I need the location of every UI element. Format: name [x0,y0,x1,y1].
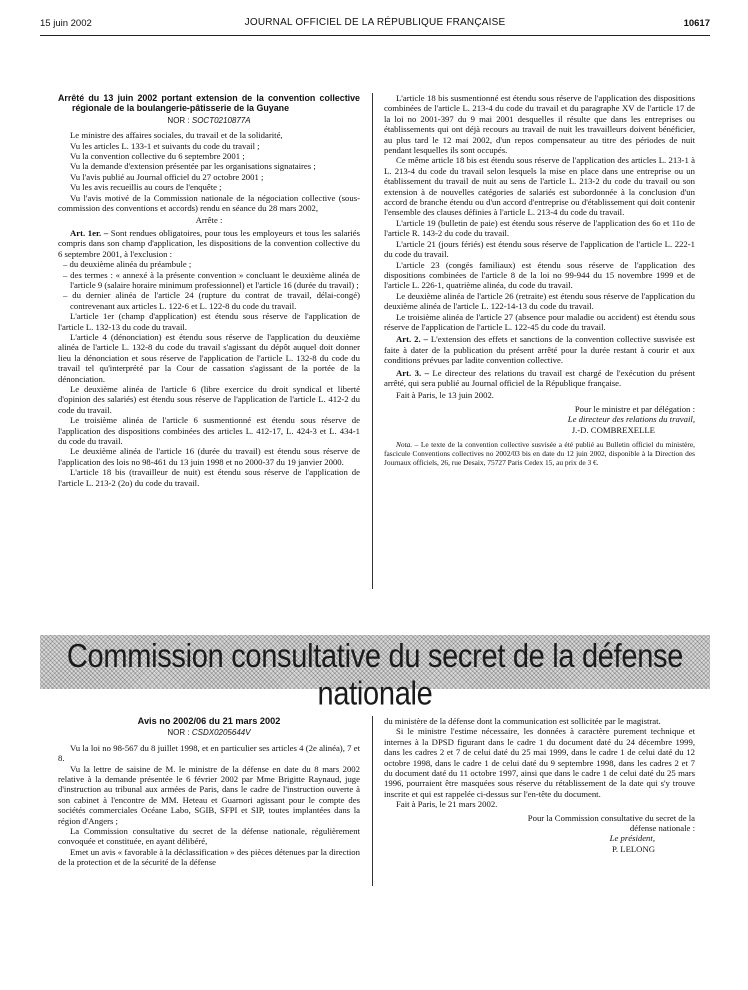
done-at: Fait à Paris, le 21 mars 2002. [396,799,498,810]
article-2: Art. 2. – L'extension des effets et sanctions de la convention collective susvisée est faite à dater de la publication du présent arrêté pour la durée restant à courir et aux conditions prévues par ladite convention collective. [384,334,696,366]
paragraph: L'article 4 (dénonciation) est étendu sous réserve de l'application du deuxième alinéa de l'article L. 132-8 du code du travail s'agissant du dépôt auquel doit donner lieu la dénonciation et sous réserve de l'application de l'article L. 132-8 du code du travail tel qu'interprété par la Cour de cassation s'agissant de la portée de la dénonciation. [58,331,360,384]
nota: Nota. – Le texte de la convention collective susvisée a été publié au Bulletin officiel du ministère, fascicule Conventions collectives no 2002/03 bis en date du 12 juin 2002, disponible à la Direction des Journaux officiels, 26, rue Desaix, 75727 Paris Cedex 15, au prix de 3 €. [384,440,695,467]
paragraph: Emet un avis « favorable à la déclassification » des pièces détenues par la direction de la protection et de la sécurité de la défense [58,846,360,868]
arrete-nor: NOR : SOCT0210877A [167,115,251,125]
avis-left-column [58,716,360,868]
done-at: Fait à Paris, le 13 juin 2002. [396,390,494,401]
paragraph: Vu la lettre de saisine de M. le ministre de la défense en date du 8 mars 2002 relative à la demande présentée le 6 février 2002 par Mme Brigitte Raynaud, juge d'instruction au tribunal aux armées de Paris, dans le cadre de l'instruction ouverte à son cabinet à l'encontre de MM. Heteau et Guarnori agissant pour le compte des sociétés commerciales Océane Labo, SGIB, SFPI et SIP, toutes implantées dans la région d'Angers ; [58,763,360,826]
article-1-item: – du dernier alinéa de l'article 24 (rupture du contrat de travail, délai-congé) contrevenant aux articles L. 122-6 et L. 122-8 du code du travail. [63,290,360,311]
avis-right-column [384,716,695,854]
avis-title: Avis no 2002/06 du 21 mars 2002 [137,716,281,726]
header-rule [40,35,710,36]
intro-line: Vu les articles L. 133-1 et suivants du code du travail ; [70,140,260,151]
signature-title: Le président, [609,833,655,844]
article-1-item: – du deuxième alinéa du préambule ; [63,259,192,270]
paragraph: du ministère de la défense dont la communication est sollicitée par le magistrat. [384,716,661,726]
signature-name: P. LELONG [612,843,655,854]
paragraph: L'article 18 bis (travailleur de nuit) est étendu sous réserve de l'application de l'article L. 213-2 (2o) du code du travail. [58,467,360,488]
commission-banner-title: Commission consultative du secret de la défense nationale [66,638,684,713]
intro-line: Vu l'avis publié au Journal officiel du 27 octobre 2001 ; [70,171,264,182]
paragraph: L'article 1er (champ d'application) est étendu sous réserve de l'application de l'article L. 132-13 du code du travail. [58,311,360,332]
signature-for: Pour la Commission consultative du secret de la défense nationale : [527,812,695,834]
intro-line: Vu la demande d'extension présentée par les organisations signataires ; [70,161,316,172]
commission-banner [40,635,710,713]
header-journal-title: JOURNAL OFFICIEL DE LA RÉPUBLIQUE FRANÇAISE [244,17,506,28]
paragraph: Le deuxième alinéa de l'article 26 (retraite) est étendu sous réserve de l'application du deuxième alinéa de l'article L. 122-14-13 du code du travail. [384,290,695,312]
paragraph: Si le ministre l'estime nécessaire, les données à caractère purement technique et internes à la DPSD figurant dans le cadre 1 du document daté du 24 décembre 1999, dans les cadres 2 et 7 de celui daté du 25 mai 1999, dans le cadre 1 de celui daté du 12 octobre 1998, dans le cadre 1 de celui daté du 9 septembre 1998, dans les cadres 2 et 7 du document daté du 11 octobre 1997, ainsi que dans le cadre 1 de celui daté du 25 mars 1996, pourraient être masquées sous réserve du rétablissement de la date qui s'y trouve inscrite et qui est rappelée ci-dessus sur l'en-tête du document. [384,726,695,799]
paragraph: Le troisième alinéa de l'article 27 (absence pour maladie ou accident) est étendu sous réserve de l'application de l'article L. 122-45 du code du travail. [384,311,695,332]
article-1: Art. 1er. – Sont rendues obligatoires, pour tous les employeurs et tous les salariés compris dans son champ d'application, les dispositions de la convention collective du 6 septembre 2001, à l'exclusion : [58,227,361,259]
article-1-item: – des termes : « annexé à la présente convention » concluant le deuxième alinéa de l'article 9 (salaire horaire minimum professionnel) et l'article 16 (durée du travail) ; [63,269,360,290]
article-3: Art. 3. – Le directeur des relations du travail est chargé de l'exécution du présent arrêté, qui sera publié au Journal officiel de la République française. [384,367,695,388]
intro-line: Vu la convention collective du 6 septembre 2001 ; [70,151,245,162]
paragraph: Vu la loi no 98-567 du 8 juillet 1998, et en particulier ses articles 4 (2e alinéa), 7 et 8. [58,742,360,764]
paragraph: L'article 21 (jours fériés) est étendu sous réserve de l'application de l'article L. 222-1 du code du travail. [384,238,695,260]
paragraph: La Commission consultative du secret de la défense nationale, régulièrement convoquée et constituée, en ayant délibéré, [58,826,360,847]
header-date: 15 juin 2002 [40,18,92,29]
paragraph: Ce même article 18 bis est étendu sous réserve de l'application des articles L. 213-1 à L. 213-4 du code du travail selon lesquels la mise en place dans une entreprise ou un établissement du travail de nuit au sens de l'article L. 213-2 du code du travail ou son extension à de nouvelles catégories de salariés est subordonnée à la conclusion d'un accord de branche étendu ou d'un accord d'entreprise ou d'établissement qui doit contenir l'ensemble des clauses définies à l'article L. 213-4 du code du travail. [384,155,695,218]
paragraph: Le troisième alinéa de l'article 6 susmentionné est étendu sous réserve de l'application des dispositions combinées des articles L. 412-17, L. 424-3 et L. 434-1 du code du travail. [58,415,360,446]
intro-line: Le ministre des affaires sociales, du travail et de la solidarité, [70,130,283,141]
signature-name: J.-D. COMBREXELLE [571,424,655,435]
arrete-right-column [384,93,695,467]
column-divider [372,93,373,589]
signature-title: Le directeur des relations du travail, [567,414,695,425]
arrete-left-column [58,93,360,488]
paragraph: Le deuxième alinéa de l'article 6 (libre exercice du droit syndical et liberté d'opinion des salariés) est étendu sous réserve de l'application de l'article L. 412-2 du code du travail. [58,383,360,415]
column-divider [372,716,373,886]
intro-line: Vu l'avis motivé de la Commission nationale de la négociation collective (sous-commission des conventions et accords) rendu en séance du 28 mars 2002, [58,192,360,214]
paragraph: Le deuxième alinéa de l'article 16 (durée du travail) est étendu sous réserve de l'application des lois no 98-461 du 13 juin 1998 et no 2000-37 du 19 janvier 2000. [58,446,360,467]
arrete-title: Arrêté du 13 juin 2002 portant extension de la convention collective régionale de la boulangerie-pâtisserie de la Guyane [58,93,360,114]
header-page-number: 10617 [683,18,710,29]
paragraph: L'article 23 (congés familiaux) est étendu sous réserve de l'application des dispositions combinées de l'article 8 de la loi no 99-944 du 15 novembre 1999 et de l'article L. 226-1, quatrième alinéa, du code du travail. [384,259,695,291]
page-header [40,16,710,32]
signature-for: Pour le ministre et par délégation : [574,403,695,414]
paragraph: L'article 19 (bulletin de paie) est étendu sous réserve de l'application des 6o et 11o de l'article R. 143-2 du code du travail. [384,217,695,239]
arrete-word: Arrête : [195,215,223,226]
intro-line: Vu les avis recueillis au cours de l'enquête ; [70,182,222,193]
avis-nor: NOR : CSDX0205644V [167,728,251,738]
paragraph: L'article 18 bis susmentionné est étendu sous réserve de l'application des dispositions combinées de l'article L. 213-4 du code du travail et du paragraphe XV de l'article 17 de la loi no 2001-397 du 9 mai 2001 desquelles il résulte que dans les entreprises ou établissements qui ont déjà recours au travail de nuit les travailleurs doivent bénéficier, au plus tard le 12 mai 2002, d'un repos compensateur au titre des périodes de nuit pendant lesquelles ils sont occupés. [384,93,695,156]
